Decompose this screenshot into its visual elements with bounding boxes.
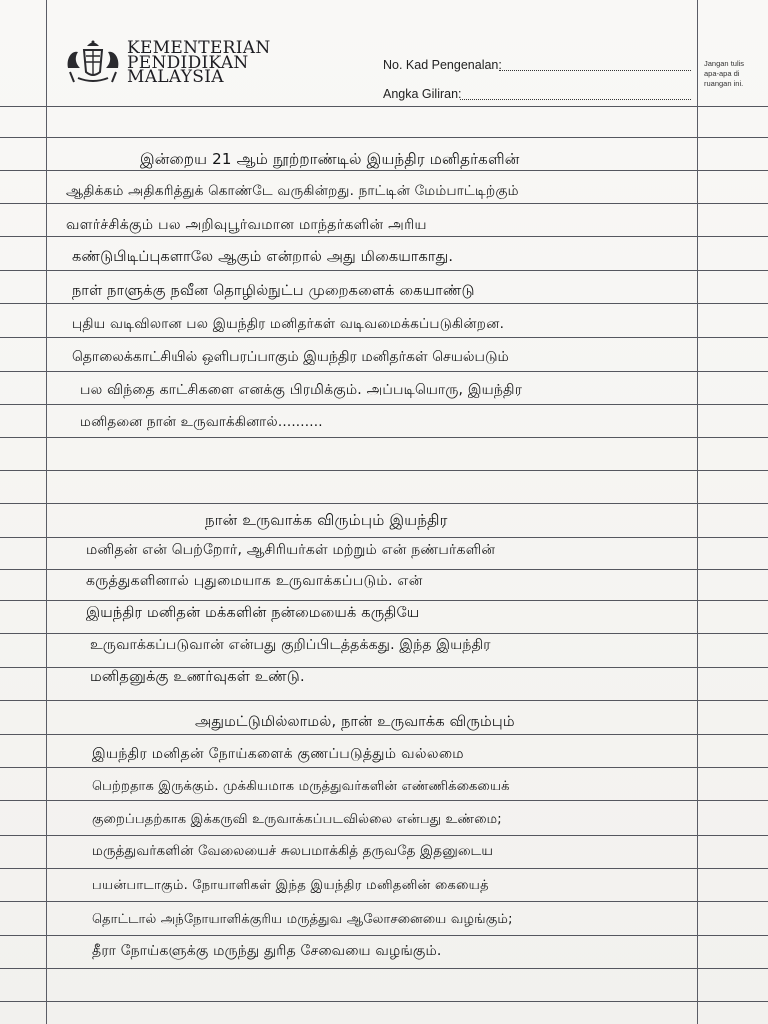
ministry-name-line-2: PENDIDIKAN — [127, 52, 249, 73]
essay-line: மருத்துவர்களின் வேலையைச் சுலபமாக்கித் தருவதே இதனுடைய — [92, 844, 494, 859]
ruled-line — [0, 470, 768, 471]
ministry-name — [127, 38, 271, 87]
margin-instruction — [704, 59, 768, 89]
ruled-line — [0, 170, 768, 171]
essay-line: நாள் நாளுக்கு நவீன தொழில்நுட்ப முறைகளைக் கையாண்டு — [72, 283, 475, 299]
essay-line: அதுமட்டுமில்லாமல், நான் உருவாக்க விரும்பும் — [195, 714, 515, 730]
essay-line: புதிய வடிவிலான பல இயந்திர மனிதர்கள் வடிவமைக்கப்படுகின்றன. — [72, 316, 505, 332]
ruled-line — [0, 935, 768, 936]
turn-number-label: Angka Giliran: — [383, 87, 462, 101]
essay-line: இயந்திர மனிதன் நோய்களைக் குணப்படுத்தும் வல்லமை — [92, 746, 464, 762]
essay-line: மனிதனுக்கு உணர்வுகள் உண்டு. — [90, 669, 305, 685]
margin-instruction-line-3: ruangan ini. — [704, 79, 744, 88]
ruled-line — [0, 667, 768, 668]
essay-line: மனிதன் என் பெற்றோர், ஆசிரியர்கள் மற்றும் என் நண்பர்களின் — [86, 542, 496, 558]
ruled-line — [0, 835, 768, 836]
ruled-line — [0, 901, 768, 902]
essay-line: வளர்ச்சிக்கும் பல அறிவுபூர்வமான மாந்தர்களின் அரிய — [66, 217, 427, 233]
essay-line: இன்றைய 21 ஆம் நூற்றாண்டில் இயந்திர மனிதர்களின் — [140, 150, 520, 168]
essay-line: பெற்றதாக இருக்கும். முக்கியமாக மருத்துவர்களின் எண்ணிக்கையைக் — [92, 779, 510, 794]
ruled-line — [0, 734, 768, 735]
essay-line: கருத்துகளினால் புதுமையாக உருவாக்கப்படும். என் — [86, 573, 423, 589]
id-number-field[interactable] — [499, 70, 691, 71]
ruled-line — [0, 437, 768, 438]
essay-line: ஆதிக்கம் அதிகரித்துக் கொண்டே வருகின்றது. நாட்டின் மேம்பாட்டிற்கும் — [66, 183, 519, 199]
ruled-line — [0, 337, 768, 338]
ruled-line — [0, 767, 768, 768]
ruled-line — [0, 503, 768, 504]
ruled-line — [0, 303, 768, 304]
ministry-name-line-3: MALAYSIA — [127, 67, 224, 87]
ruled-line — [0, 537, 768, 538]
margin-instruction-line-2: apa-apa di — [704, 69, 740, 78]
essay-line: இயந்திர மனிதன் மக்களின் நன்மையைக் கருதியே — [86, 605, 420, 621]
essay-line: மனிதனை நான் உருவாக்கினால்.......... — [80, 414, 323, 430]
ruled-line — [0, 633, 768, 634]
ruled-line — [0, 203, 768, 204]
margin-instruction-line-1: Jangan tulis — [704, 59, 745, 68]
ruled-line — [0, 1001, 768, 1002]
essay-line: தீரா நோய்களுக்கு மருந்து துரித சேவையை வழங்கும். — [92, 943, 442, 959]
ruled-line — [0, 137, 768, 138]
ruled-line — [0, 800, 768, 801]
essay-line: தொலைக்காட்சியில் ஒளிபரப்பாகும் இயந்திர மனிதர்கள் செயல்படும் — [72, 349, 509, 365]
ruled-line — [0, 600, 768, 601]
essay-line: தொட்டால் அந்நோயாளிக்குரிய மருத்துவ ஆலோசனையை வழங்கும்; — [92, 912, 513, 927]
ruled-line — [0, 868, 768, 869]
left-margin-line — [46, 0, 47, 1024]
essay-line: குறைப்பதற்காக இக்கருவி உருவாக்கப்படவில்லை என்பது உண்மை; — [92, 812, 502, 827]
essay-line: நான் உருவாக்க விரும்பும் இயந்திர — [205, 511, 448, 529]
ruled-line — [0, 371, 768, 372]
right-margin-line — [697, 0, 698, 1024]
ruled-line — [0, 236, 768, 237]
essay-line: பல விந்தை காட்சிகளை எனக்கு பிரமிக்கும். அப்படியொரு, இயந்திர — [80, 382, 523, 398]
ruled-line — [0, 968, 768, 969]
essay-line: பயன்பாடாகும். நோயாளிகள் இந்த இயந்திர மனிதனின் கையைத் — [92, 878, 489, 893]
sheet-header — [0, 0, 768, 110]
ruled-line — [0, 569, 768, 570]
essay-line: கண்டுபிடிப்புகளாலே ஆகும் என்றால் அது மிகையாகாது. — [72, 249, 454, 265]
ruled-line — [0, 700, 768, 701]
essay-line: உருவாக்கப்படுவான் என்பது குறிப்பிடத்தக்கது. இந்த இயந்திர — [90, 637, 491, 653]
ruled-line — [0, 404, 768, 405]
ministry-name-line-1: KEMENTERIAN — [127, 38, 271, 58]
id-number-label: No. Kad Pengenalan: — [383, 58, 502, 72]
malaysia-coat-of-arms-logo — [64, 38, 122, 86]
turn-number-field[interactable] — [460, 99, 691, 100]
ruled-line — [0, 270, 768, 271]
